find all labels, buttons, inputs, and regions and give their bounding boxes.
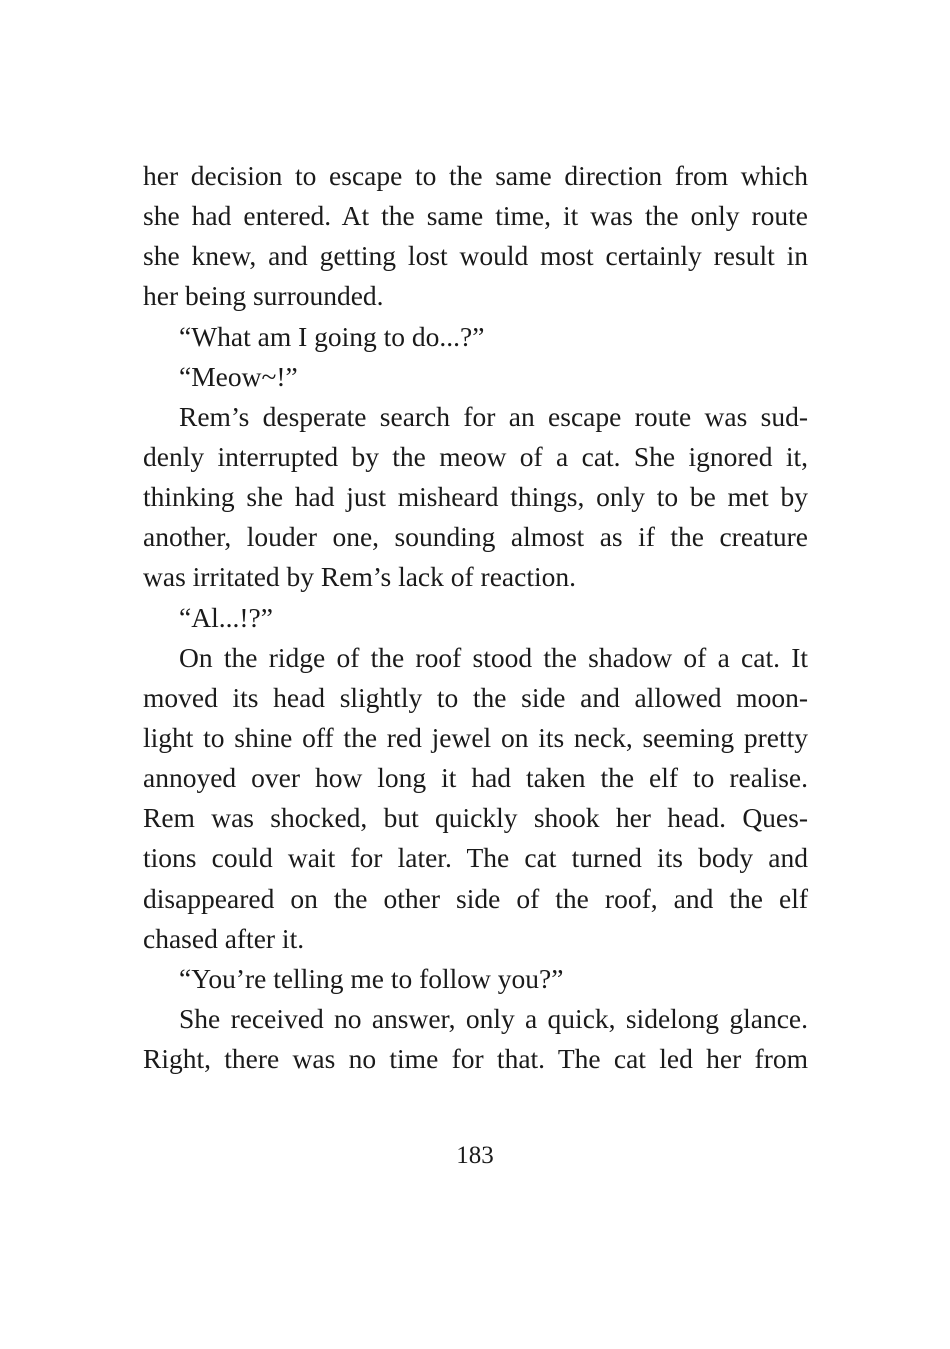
text-line: annoyed over how long it had taken the elf to realise. — [143, 762, 808, 794]
text-line: Right, there was no time for that. The cat led her from — [143, 1043, 808, 1075]
page-number: 183 — [456, 1142, 494, 1169]
dialogue-line: “Meow~!” — [179, 360, 298, 392]
text-line: chased after it. — [143, 922, 305, 954]
text-line: thinking she had just misheard things, only to be met by — [143, 481, 808, 513]
dialogue-line: “Al...!?” — [179, 601, 273, 633]
text-line: she knew, and getting lost would most certainly result in — [143, 240, 808, 272]
text-line: moved its head slightly to the side and allowed moon- — [143, 681, 808, 713]
paragraph-start-line: On the ridge of the roof stood the shadow of a cat. It — [179, 641, 808, 673]
dialogue-line: “You’re telling me to follow you?” — [179, 962, 564, 994]
text-line: disappeared on the other side of the roof, and the elf — [143, 882, 808, 914]
text-line: tions could wait for later. The cat turned its body and — [143, 842, 808, 874]
text-line: another, louder one, sounding almost as if the creature — [143, 521, 808, 553]
dialogue-line: “What am I going to do...?” — [179, 320, 485, 352]
text-line: denly interrupted by the meow of a cat. She ignored it, — [143, 440, 808, 472]
text-line: she had entered. At the same time, it was the only route — [143, 200, 808, 232]
text-line: was irritated by Rem’s lack of reaction. — [143, 561, 576, 593]
body-text — [143, 156, 808, 1079]
paragraph-start-line: She received no answer, only a quick, sidelong glance. — [179, 1002, 808, 1034]
text-line: Rem was shocked, but quickly shook her head. Ques- — [143, 802, 808, 834]
text-line: her decision to escape to the same direction from which — [143, 160, 808, 191]
text-line: light to shine off the red jewel on its neck, seeming pretty — [143, 721, 808, 753]
paragraph-start-line: Rem’s desperate search for an escape route was sud- — [179, 400, 808, 432]
text-line: her being surrounded. — [143, 280, 384, 312]
